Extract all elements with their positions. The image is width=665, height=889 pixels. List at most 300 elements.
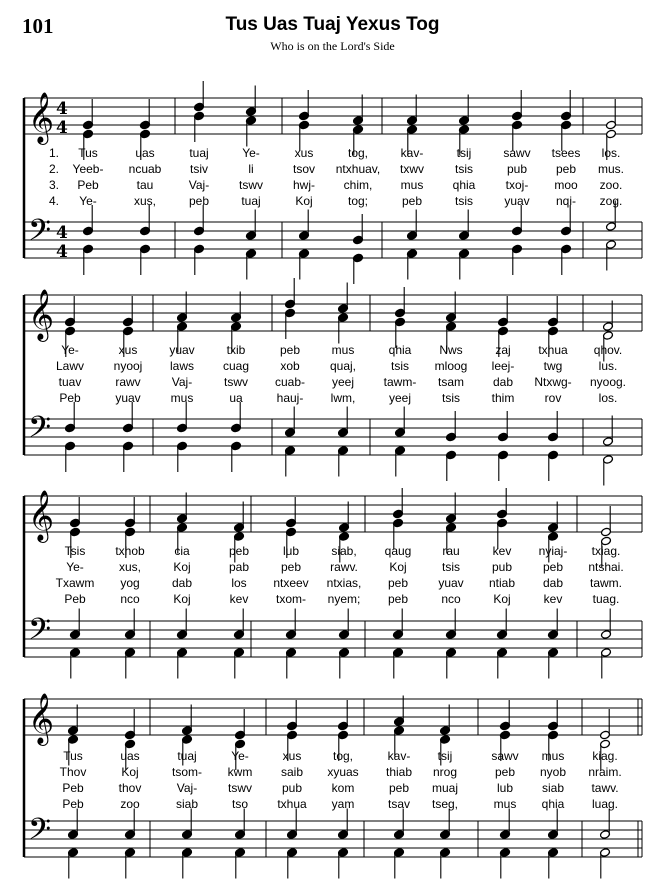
lyric-syllable: cuab- bbox=[274, 375, 306, 389]
lyric-syllable: cuag bbox=[222, 359, 250, 373]
lyric-syllable: xyuas bbox=[327, 765, 359, 779]
bass-note bbox=[446, 648, 457, 679]
lyric-syllable: tuaj bbox=[177, 749, 197, 763]
lyric-syllable: Vaj- bbox=[188, 178, 210, 192]
tenor-note bbox=[548, 809, 559, 840]
lyric-syllable: kiag. bbox=[592, 749, 618, 763]
tenor-note bbox=[339, 609, 350, 640]
lyric-syllable: xob bbox=[280, 359, 300, 373]
lyric-syllable: txoj- bbox=[505, 178, 529, 192]
lyric-syllable: tawv. bbox=[591, 781, 619, 795]
lyric-syllable: Koj bbox=[295, 194, 313, 208]
treble-note bbox=[440, 705, 451, 736]
bass-note bbox=[182, 848, 193, 879]
treble-note bbox=[285, 278, 296, 309]
treble-note bbox=[194, 81, 205, 112]
bass-note bbox=[606, 240, 617, 271]
lyric-syllable: uas bbox=[120, 749, 140, 763]
bass-note bbox=[512, 244, 523, 275]
lyric-syllable: kav- bbox=[400, 146, 424, 160]
lyric-syllable: tsav bbox=[387, 797, 411, 811]
tenor-note bbox=[600, 809, 611, 840]
lyric-syllable: yam bbox=[331, 797, 355, 811]
lyric-syllable: Vaj- bbox=[176, 781, 198, 795]
alto-note bbox=[194, 111, 205, 142]
treble-note bbox=[459, 95, 470, 126]
tenor-note bbox=[407, 210, 418, 241]
treble-note bbox=[548, 502, 559, 533]
lyric-syllable: siab, bbox=[331, 544, 357, 558]
bass-note bbox=[231, 441, 242, 472]
treble-note bbox=[395, 287, 406, 318]
tenor-note bbox=[440, 809, 451, 840]
lyric-syllable: Peb bbox=[62, 797, 84, 811]
lyric-syllable: peb bbox=[555, 162, 577, 176]
bass-note bbox=[548, 450, 559, 481]
bass-note bbox=[177, 441, 188, 472]
bass-note bbox=[123, 441, 134, 472]
lyric-syllable: tsis bbox=[391, 359, 409, 373]
tenor-note bbox=[235, 809, 246, 840]
lyric-syllable: lub bbox=[282, 544, 300, 558]
lyric-syllable: mus bbox=[400, 178, 424, 192]
lyric-syllable: Ye- bbox=[231, 749, 249, 763]
lyric-syllable: lwm, bbox=[330, 391, 356, 405]
lyric-syllable: xus bbox=[282, 749, 302, 763]
lyric-syllable: luag. bbox=[591, 797, 619, 811]
lyric-syllable: Ye- bbox=[61, 343, 79, 357]
bass-note bbox=[70, 648, 81, 679]
lyric-syllable: Yeeb- bbox=[72, 162, 104, 176]
time-signature-top: 4 bbox=[56, 223, 68, 243]
system-3-lyrics bbox=[0, 544, 665, 604]
tenor-note bbox=[500, 809, 511, 840]
lyric-syllable: tsees bbox=[551, 146, 581, 160]
lyric-syllable: saib bbox=[280, 765, 304, 779]
lyric-syllable: nyooj bbox=[113, 359, 143, 373]
bass-note bbox=[194, 244, 205, 275]
lyric-syllable: txiag. bbox=[591, 544, 621, 558]
lyric-syllable: yeej bbox=[388, 391, 412, 405]
lyric-syllable: txib bbox=[226, 343, 246, 357]
lyric-syllable: pab bbox=[228, 560, 250, 574]
bass-note bbox=[177, 648, 188, 679]
bass-staff-1 bbox=[24, 222, 642, 258]
lyric-syllable: kev bbox=[229, 592, 249, 606]
tenor-note bbox=[393, 609, 404, 640]
treble-note bbox=[177, 493, 188, 524]
bass-note bbox=[393, 648, 404, 679]
lyric-syllable: Koj bbox=[173, 592, 191, 606]
tenor-note bbox=[446, 411, 457, 442]
lyric-syllable: xus bbox=[118, 343, 138, 357]
lyric-syllable: kev bbox=[492, 544, 512, 558]
alto-note bbox=[246, 116, 257, 147]
treble-note bbox=[125, 709, 136, 740]
lyric-syllable: yuav bbox=[169, 343, 195, 357]
treble-note bbox=[338, 700, 349, 731]
tenor-note bbox=[234, 609, 245, 640]
lyric-syllable: qhov. bbox=[593, 343, 623, 357]
bass-note bbox=[440, 848, 451, 879]
treble-note bbox=[286, 497, 297, 528]
alto-note bbox=[338, 313, 349, 344]
tenor-note bbox=[287, 809, 298, 840]
system-1-lyrics bbox=[0, 146, 665, 206]
lyric-syllable: txhua bbox=[277, 797, 307, 811]
tenor-note bbox=[548, 609, 559, 640]
lyric-syllable: laws bbox=[169, 359, 195, 373]
lyric-syllable: mus. bbox=[597, 162, 625, 176]
lyric-syllable: nyem; bbox=[327, 592, 361, 606]
lyric-syllable: pub bbox=[506, 162, 528, 176]
bass-note bbox=[83, 244, 94, 275]
lyric-syllable: siab bbox=[541, 781, 565, 795]
tenor-note bbox=[246, 210, 257, 241]
lyric-syllable: ntxhuav, bbox=[335, 162, 381, 176]
lyric-syllable: qhia bbox=[388, 343, 412, 357]
lyric-syllable: txhua bbox=[538, 343, 568, 357]
tenor-note bbox=[286, 609, 297, 640]
bass-note bbox=[395, 446, 406, 477]
tenor-note bbox=[601, 609, 612, 640]
tenor-note bbox=[603, 416, 614, 447]
alto-note bbox=[285, 308, 296, 339]
bass-clef-icon: 𝄢 bbox=[28, 411, 52, 452]
bass-note bbox=[286, 648, 297, 679]
bass-note bbox=[285, 446, 296, 477]
tenor-note bbox=[177, 609, 188, 640]
lyric-syllable: txom- bbox=[276, 592, 306, 606]
lyric-syllable: Tus bbox=[78, 146, 98, 160]
bass-clef-icon: 𝄢 bbox=[28, 813, 52, 854]
tenor-note bbox=[70, 609, 81, 640]
tenor-note bbox=[140, 205, 151, 236]
lyric-syllable: tsij bbox=[456, 146, 472, 160]
lyric-syllable: tsis bbox=[442, 391, 460, 405]
lyric-syllable: tuaj bbox=[189, 146, 209, 160]
bass-clef-icon: 𝄢 bbox=[28, 214, 52, 255]
lyric-syllable: lus. bbox=[598, 359, 618, 373]
verse-number: 3. bbox=[49, 178, 60, 192]
verse-number: 2. bbox=[49, 162, 60, 176]
bass-note bbox=[601, 648, 612, 679]
verse-number: 4. bbox=[49, 194, 60, 208]
lyric-syllable: Koj bbox=[493, 592, 511, 606]
tenor-note bbox=[68, 809, 79, 840]
lyric-syllable: tuag. bbox=[592, 592, 620, 606]
lyric-syllable: thiab bbox=[385, 765, 413, 779]
lyric-syllable: Tsis bbox=[64, 544, 86, 558]
lyric-syllable: tswv bbox=[228, 781, 252, 795]
bass-note bbox=[140, 244, 151, 275]
treble-note bbox=[548, 296, 559, 327]
system-4-lyrics bbox=[0, 749, 665, 809]
lyric-syllable: los. bbox=[598, 391, 618, 405]
lyric-syllable: tog, bbox=[332, 749, 354, 763]
lyric-syllable: peb bbox=[542, 560, 564, 574]
lyric-syllable: Ye- bbox=[79, 194, 97, 208]
lyric-syllable: peb bbox=[401, 194, 423, 208]
hymn-number: 101 bbox=[22, 14, 54, 38]
lyric-syllable: tawm. bbox=[589, 576, 623, 590]
lyric-syllable: tuaj bbox=[241, 194, 261, 208]
treble-note bbox=[446, 292, 457, 323]
treble-note bbox=[393, 488, 404, 519]
lyric-syllable: tsam bbox=[437, 375, 465, 389]
lyric-syllable: peb bbox=[188, 194, 210, 208]
lyric-syllable: thov bbox=[118, 781, 142, 795]
lyric-syllable: Tus bbox=[63, 749, 83, 763]
lyric-syllable: yuav bbox=[438, 576, 464, 590]
tenor-note bbox=[446, 609, 457, 640]
lyric-syllable: Ye- bbox=[242, 146, 260, 160]
tenor-note bbox=[65, 402, 76, 433]
lyric-syllable: Lawv bbox=[55, 359, 85, 373]
lyric-syllable: dab bbox=[171, 576, 193, 590]
lyric-syllable: xus, bbox=[118, 560, 142, 574]
tenor-note bbox=[83, 205, 94, 236]
lyric-syllable: kav- bbox=[387, 749, 411, 763]
lyric-syllable: tawm- bbox=[383, 375, 417, 389]
lyric-syllable: peb bbox=[388, 781, 410, 795]
treble-note bbox=[299, 90, 310, 121]
tenor-note bbox=[177, 402, 188, 433]
tenor-note bbox=[497, 609, 508, 640]
lyric-syllable: mus bbox=[541, 749, 565, 763]
tenor-note bbox=[394, 809, 405, 840]
treble-note bbox=[65, 296, 76, 327]
lyric-syllable: kwm bbox=[227, 765, 253, 779]
bass-clef-icon: 𝄢 bbox=[28, 613, 52, 654]
lyric-syllable: pub bbox=[491, 560, 513, 574]
lyric-syllable: Nws bbox=[439, 343, 463, 357]
lyric-syllable: peb bbox=[228, 544, 250, 558]
treble-clef-icon: 𝄞 bbox=[28, 490, 55, 541]
treble-clef-icon: 𝄞 bbox=[28, 289, 55, 340]
lyric-syllable: muaj bbox=[431, 781, 459, 795]
lyric-syllable: dab bbox=[492, 375, 514, 389]
lyric-syllable: nco bbox=[120, 592, 140, 606]
lyric-syllable: kom bbox=[331, 781, 355, 795]
lyric-syllable: ntxeev bbox=[273, 576, 309, 590]
lyric-syllable: cia bbox=[174, 544, 190, 558]
treble-note bbox=[338, 283, 349, 314]
lyric-syllable: ntshai. bbox=[588, 560, 624, 574]
lyric-syllable: mus bbox=[170, 391, 194, 405]
lyric-syllable: rau bbox=[442, 544, 460, 558]
lyric-syllable: tsiv bbox=[190, 162, 208, 176]
tenor-note bbox=[512, 205, 523, 236]
treble-note bbox=[407, 95, 418, 126]
lyric-syllable: Peb bbox=[62, 781, 84, 795]
bass-note bbox=[498, 450, 509, 481]
lyric-syllable: ua bbox=[229, 391, 243, 405]
tenor-note bbox=[299, 210, 310, 241]
lyric-syllable: hauj- bbox=[276, 391, 304, 405]
bass-note bbox=[125, 648, 136, 679]
tenor-note bbox=[548, 411, 559, 442]
lyric-syllable: los bbox=[231, 576, 247, 590]
lyric-syllable: xus, bbox=[133, 194, 157, 208]
bass-note bbox=[287, 848, 298, 879]
bass-note bbox=[497, 648, 508, 679]
lyric-syllable: xus bbox=[294, 146, 314, 160]
time-signature-bottom: 4 bbox=[56, 118, 68, 138]
system-2-lyrics bbox=[0, 343, 665, 403]
lyric-syllable: li bbox=[248, 162, 254, 176]
bass-note bbox=[603, 455, 614, 486]
time-signature-top: 4 bbox=[56, 99, 68, 119]
treble-note bbox=[561, 90, 572, 121]
tenor-note bbox=[125, 609, 136, 640]
verse-number: 1. bbox=[49, 146, 60, 160]
lyric-syllable: yog bbox=[120, 576, 140, 590]
tenor-note bbox=[285, 407, 296, 438]
lyric-syllable: peb bbox=[494, 765, 516, 779]
bass-note bbox=[339, 648, 350, 679]
lyric-syllable: zoo bbox=[120, 797, 140, 811]
treble-staff-2 bbox=[24, 295, 642, 331]
lyric-syllable: peb bbox=[387, 576, 409, 590]
lyric-syllable: tsom- bbox=[172, 765, 202, 779]
lyric-syllable: peb bbox=[279, 343, 301, 357]
lyric-syllable: yuav bbox=[504, 194, 530, 208]
lyric-syllable: thim bbox=[491, 391, 515, 405]
hymn-subtitle: Who is on the Lord's Side bbox=[270, 39, 395, 53]
treble-note bbox=[606, 99, 617, 130]
lyric-syllable: mus bbox=[331, 343, 355, 357]
bass-note bbox=[600, 848, 611, 879]
tenor-note bbox=[338, 809, 349, 840]
bass-note bbox=[68, 848, 79, 879]
lyric-syllable: tog; bbox=[347, 194, 369, 208]
lyric-syllable: sawv bbox=[503, 146, 531, 160]
lyric-syllable: ntxias, bbox=[326, 576, 362, 590]
treble-note bbox=[123, 296, 134, 327]
lyric-syllable: tsis bbox=[455, 194, 473, 208]
treble-note bbox=[68, 705, 79, 736]
lyric-syllable: yeej bbox=[331, 375, 355, 389]
treble-staff-1 bbox=[24, 98, 642, 134]
lyric-syllable: mus bbox=[493, 797, 517, 811]
lyric-syllable: tso bbox=[231, 797, 249, 811]
lyric-syllable: Vaj- bbox=[171, 375, 193, 389]
bass-note bbox=[234, 648, 245, 679]
lyric-syllable: kev bbox=[543, 592, 563, 606]
treble-note bbox=[500, 700, 511, 731]
bass-note bbox=[235, 848, 246, 879]
bass-note bbox=[548, 848, 559, 879]
treble-note bbox=[512, 90, 523, 121]
treble-note bbox=[548, 700, 559, 731]
bass-note bbox=[65, 441, 76, 472]
treble-note bbox=[140, 99, 151, 130]
lyric-syllable: quaj, bbox=[329, 359, 357, 373]
lyric-syllable: tsis bbox=[442, 560, 460, 574]
lyric-syllable: mloog bbox=[434, 359, 468, 373]
bass-note bbox=[446, 450, 457, 481]
time-signature-bottom: 4 bbox=[56, 242, 68, 262]
lyric-syllable: Txawm bbox=[55, 576, 95, 590]
lyric-syllable: rawv bbox=[115, 375, 141, 389]
tenor-note bbox=[561, 205, 572, 236]
bass-note bbox=[500, 848, 511, 879]
lyric-syllable: pub bbox=[281, 781, 303, 795]
lyric-syllable: Koj bbox=[389, 560, 407, 574]
bass-note bbox=[394, 848, 405, 879]
tenor-note bbox=[338, 407, 349, 438]
treble-clef-icon: 𝄞 bbox=[28, 693, 55, 744]
tenor-note bbox=[194, 205, 205, 236]
treble-note bbox=[353, 95, 364, 126]
lyric-syllable: txwv bbox=[400, 162, 424, 176]
treble-note bbox=[234, 502, 245, 533]
treble-note bbox=[497, 488, 508, 519]
lyric-syllable: nraim. bbox=[588, 765, 622, 779]
treble-note bbox=[83, 99, 94, 130]
lyric-syllable: tseg, bbox=[431, 797, 459, 811]
lyric-syllable: lub bbox=[496, 781, 514, 795]
bass-note bbox=[338, 848, 349, 879]
lyric-syllable: tau bbox=[136, 178, 154, 192]
tenor-note bbox=[231, 402, 242, 433]
lyric-syllable: qaug bbox=[384, 544, 412, 558]
treble-note bbox=[70, 497, 81, 528]
treble-note bbox=[394, 696, 405, 727]
lyric-syllable: tswv bbox=[224, 375, 248, 389]
lyric-syllable: nyiaj- bbox=[538, 544, 568, 558]
treble-note bbox=[182, 705, 193, 736]
lyric-syllable: Peb bbox=[64, 592, 86, 606]
bass-note bbox=[299, 249, 310, 280]
lyric-syllable: sawv bbox=[491, 749, 519, 763]
lyric-syllable: los. bbox=[601, 146, 621, 160]
lyric-syllable: Ye- bbox=[66, 560, 84, 574]
tenor-note bbox=[395, 407, 406, 438]
lyric-syllable: zaj bbox=[495, 343, 511, 357]
lyric-syllable: siab bbox=[175, 797, 199, 811]
lyric-syllable: rov bbox=[544, 391, 562, 405]
bass-note bbox=[125, 848, 136, 879]
treble-note bbox=[287, 700, 298, 731]
treble-note bbox=[600, 709, 611, 740]
treble-staff-4 bbox=[24, 699, 642, 735]
lyric-syllable: ncuab bbox=[128, 162, 162, 176]
lyric-syllable: zoo. bbox=[599, 178, 623, 192]
treble-note bbox=[231, 292, 242, 323]
tenor-note bbox=[353, 214, 364, 245]
tenor-note bbox=[123, 402, 134, 433]
tenor-note bbox=[459, 210, 470, 241]
lyric-syllable: nqi- bbox=[555, 194, 577, 208]
lyric-syllable: txhob bbox=[115, 544, 145, 558]
tenor-note bbox=[125, 809, 136, 840]
lyric-syllable: tsij bbox=[437, 749, 453, 763]
tenor-note bbox=[498, 411, 509, 442]
lyric-syllable: tsov bbox=[292, 162, 316, 176]
lyric-syllable: ntiab bbox=[488, 576, 516, 590]
lyric-syllable: yuav bbox=[115, 391, 141, 405]
lyric-syllable: tsis bbox=[455, 162, 473, 176]
treble-note bbox=[601, 506, 612, 537]
bass-note bbox=[338, 446, 349, 477]
bass-note bbox=[459, 249, 470, 280]
lyric-syllable: qhia bbox=[452, 178, 476, 192]
bass-note bbox=[548, 648, 559, 679]
treble-note bbox=[603, 301, 614, 332]
lyric-syllable: nrog bbox=[432, 765, 458, 779]
